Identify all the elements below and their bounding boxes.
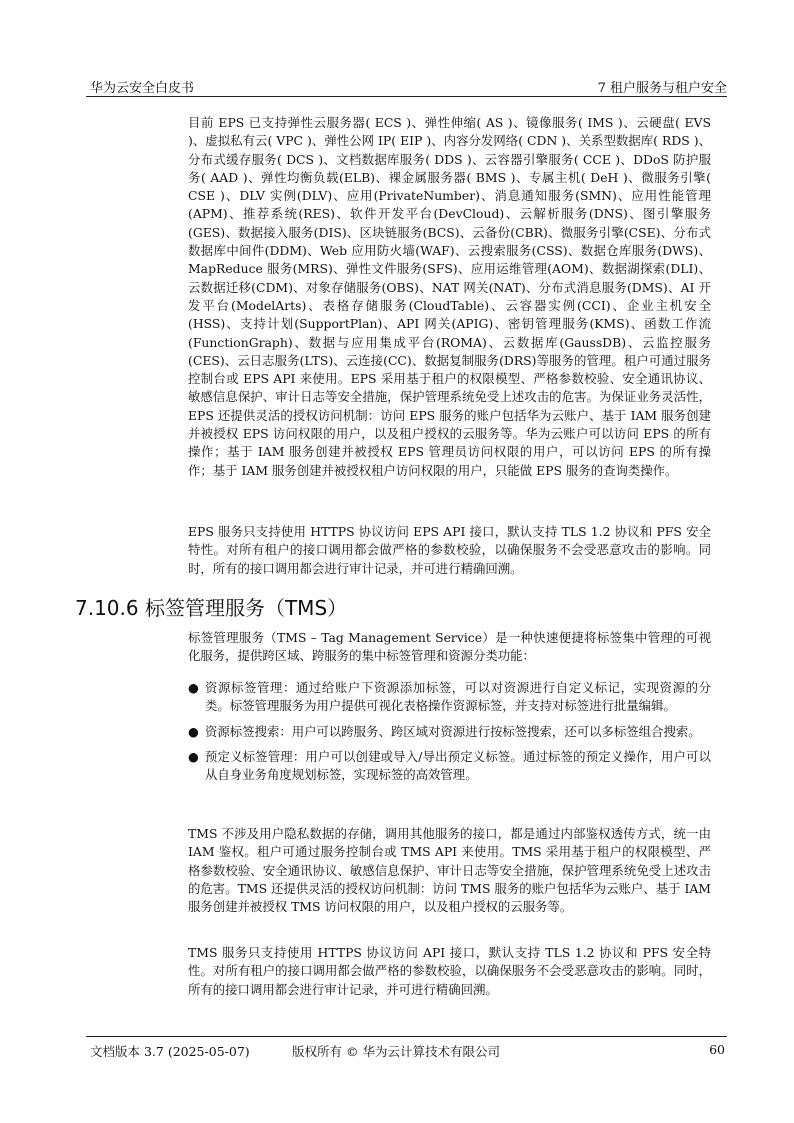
doc-version: 文档版本 3.7 (2025-05-07): [90, 1044, 250, 1059]
list-item: [188, 679, 711, 716]
bullet-icon: ●: [188, 680, 199, 695]
tms-intro-paragraph: 标签管理服务（TMS – Tag Management Service）是一种快速便捷将标签集中管理的可视化服务，提供跨区域、跨服务的集中标签管理和资源分类功能：: [188, 630, 711, 664]
doc-title: 华为云安全白皮书: [90, 81, 195, 96]
page-number: 60: [709, 1042, 725, 1057]
eps-services-paragraph: 目前 EPS 已支持弹性云服务器( ECS )、弹性伸缩( AS )、镜像服务( IMS )、云硬盘( EVS )、虚拟私有云( VPC )、弹性公网 IP( EIP )、内容分发网络( CDN )、关系型数据库( RDS )、分布式缓存服务( DCS )、文档数据库服务( DDS )、云容器引擎服务( CCE )、DDoS 防护服务( AAD )、弹性均衡负载(ELB)、裸金属服务器( BMS )、专属主机( DeH )、微服务引擎( CSE )、DLV 实例(DLV)、应用(PrivateNumber)、消息通知服务(SMN)、应用性能管理(APM)、推荐系统(RES)、软件开发平台(DevCloud)、云解析服务(DNS)、图引擎服务(GES)、数据接入服务(DIS)、区块链服务(BCS)、云备份(CBR)、微服务引擎(CSE)、分布式数据库中间件(DDM)、Web 应用防火墙(WAF)、云搜索服务(CSS)、数据仓库服务(DWS)、MapReduce 服务(MRS)、弹性文件服务(SFS)、应用运维管理(AOM)、数据湖探索(DLI)、云数据迁移(CDM)、对象存储服务(OBS)、NAT 网关(NAT)、分布式消息服务(DMS)、AI 开发平台(ModelArts)、表格存储服务(CloudTable)、云容器实例(CCI)、企业主机安全(HSS)、支持计划(SupportPlan)、API 网关(APIG)、密钥管理服务(KMS)、函数工作流(FunctionGraph)、数据与应用集成平台(ROMA)、云数据库(GaussDB)、云监控服务(CES)、云日志服务(LTS)、云连接(CC)、数据复制服务(DRS)等服务的管理。租户可通过服务控制台或 EPS API 来使用。EPS 采用基于租户的权限模型、严格参数校验、安全通讯协议、敏感信息保护、审计日志等安全措施，保护管理系统免受上述攻击的危害。为保证业务灵活性，EPS 还提供灵活的授权访问机制：访问 EPS 服务的账户包括华为云账户、基于 IAM 服务创建并被授权 EPS 访问权限的用户，以及租户授权的云服务等。华为云账户可以访问 EPS 的所有操作；基于 IAM 服务创建并被授权 EPS 管理员访问权限的用户，可以访问 EPS 的所有操作；基于 IAM 服务创建并被授权租户访问权限的用户，只能做 EPS 服务的查询类操作。: [188, 115, 711, 478]
eps-https-paragraph: EPS 服务只支持使用 HTTPS 协议访问 EPS API 接口，默认支持 TLS 1.2 协议和 PFS 安全特性。对所有租户的接口调用都会做严格的参数校验，以确保服务不会受恶意攻击的影响。同时，所有的接口调用都会进行审计记录，并可进行精确回溯。: [188, 524, 711, 576]
tms-feature-list: [188, 679, 711, 791]
tms-privacy-paragraph: TMS 不涉及用户隐私数据的存储，调用其他服务的接口，都是通过内部鉴权透传方式，统一由 IAM 鉴权。租户可通过服务控制台或 TMS API 来使用。TMS 采用基于租户的权限模型、严格参数校验、安全通讯协议、敏感信息保护、审计日志等安全措施，保护管理系统免受上述攻击的危害。TMS 还提供灵活的授权访问机制：访问 TMS 服务的账户包括华为云账户、基于 IAM 服务创建并被授权 TMS 访问权限的用户，以及租户授权的云服务等。: [188, 826, 711, 915]
bullet-icon: ●: [188, 723, 199, 739]
section-title: 7.10.6 标签管理服务（TMS）: [75, 596, 348, 620]
copyright: 版权所有 © 华为云计算技术有限公司: [292, 1044, 500, 1059]
footer-divider: [86, 1036, 727, 1037]
tms-https-paragraph: TMS 服务只支持使用 HTTPS 协议访问 API 接口，默认支持 TLS 1.2 协议和 PFS 安全特性。对所有租户的接口调用都会做严格的参数校验，以确保服务不会受恶意攻击的影响。同时，所有的接口调用都会进行审计记录，并可进行精确回溯。: [188, 945, 711, 997]
bullet-icon: ●: [188, 748, 199, 764]
page-header: [90, 77, 727, 97]
list-item-text: 预定义标签管理：用户可以创建或导入/导出预定义标签。通过标签的预定义操作，用户可以从自身业务角度规划标签，实现标签的高效管理。: [205, 748, 711, 783]
header-divider: [86, 96, 727, 97]
list-item-text: 资源标签搜索：用户可以跨服务、跨区域对资源进行按标签搜索，还可以多标签组合搜索。: [205, 723, 701, 739]
list-item: [188, 748, 711, 785]
chapter-title: 7 租户服务与租户安全: [597, 81, 727, 96]
list-item-text: 资源标签管理：通过给账户下资源添加标签，可以对资源进行自定义标记，实现资源的分类。标签管理服务为用户提供可视化表格操作资源标签，并支持对标签进行批量编辑。: [205, 680, 711, 714]
list-item: [188, 723, 711, 741]
page-footer: [90, 1042, 727, 1062]
